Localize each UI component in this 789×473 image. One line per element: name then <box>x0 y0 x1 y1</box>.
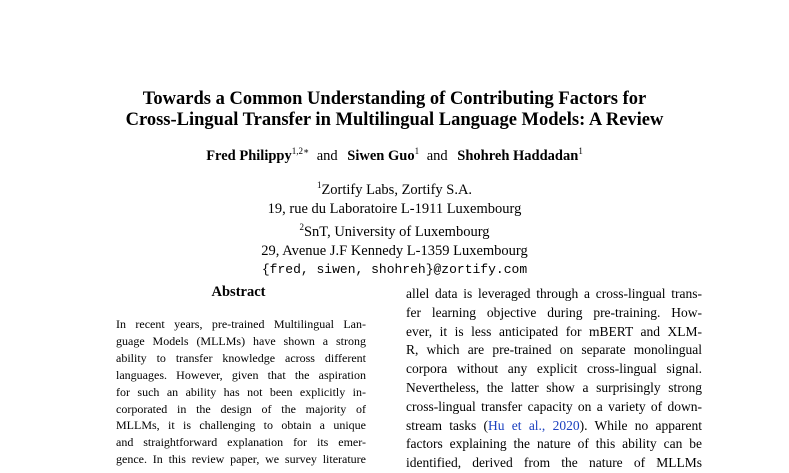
author-name: Shohreh Haddadan <box>457 148 579 164</box>
author-separator: and <box>316 148 338 164</box>
abstract-heading: Abstract <box>211 284 266 300</box>
citation-link[interactable]: Hu et al., 2020 <box>488 417 580 433</box>
title-line-1: Towards a Common Understanding of Contributing Factors for <box>142 89 647 109</box>
body-line: allel data is leveraged through a cross-lingual trans- <box>406 286 702 301</box>
body-line: R, which are pre-trained on separate monolingual <box>406 342 702 358</box>
affiliation-1-name <box>0 176 789 200</box>
body-line: ever, it is less anticipated for mBERT and XLM- <box>406 323 702 339</box>
affiliation-mark: 1 <box>316 180 322 190</box>
affiliation-mark: 1 <box>414 146 420 156</box>
abstract-line: gence. In this review paper, we survey literature <box>116 452 366 467</box>
abstract-line: ability to transfer knowledge across different <box>116 350 366 365</box>
author-name: Fred Philippy <box>206 148 292 164</box>
abstract-line: for such an ability has not been explicitly in- <box>116 384 366 399</box>
abstract-line: MLLMs, it is challenging to obtain a unique <box>116 418 366 433</box>
affiliation-2-address: 29, Avenue J.F Kennedy L-1359 Luxembourg <box>261 242 528 259</box>
author-list <box>0 142 789 165</box>
author-name: Siwen Guo <box>347 148 415 164</box>
abstract-line: corporated in the design of the majority of <box>116 401 366 416</box>
affiliation-2-name <box>0 218 789 242</box>
affiliation-mark: 2 <box>299 222 304 232</box>
author-separator: and <box>426 148 448 164</box>
body-line: corpora without any explicit cross-lingual signal. <box>406 361 702 377</box>
body-text-fragment: stream tasks ( <box>406 417 489 433</box>
abstract-line: and straightforward explanation for its emer- <box>116 435 366 450</box>
affiliations <box>0 176 789 280</box>
body-text-column <box>406 285 702 473</box>
body-line: Nevertheless, the latter show a surprisingly strong <box>406 379 702 395</box>
paper-title <box>0 89 789 131</box>
affiliation-text: SnT, University of Luxembourg <box>303 224 490 240</box>
title-line-2: Cross-Lingual Transfer in Multilingual Language Models: A Review <box>125 110 664 130</box>
body-line: cross-lingual transfer capacity on a variety of down- <box>406 398 702 414</box>
abstract-body <box>116 316 366 468</box>
affiliation-text: Zortify Labs, Zortify S.A. <box>321 182 473 198</box>
email-line <box>0 260 789 280</box>
body-line: factors explaining the nature of this ability can be <box>406 436 702 452</box>
abstract-line: guage Models (MLLMs) have shown a strong <box>116 333 366 348</box>
body-line: fer learning objective during pre-training. How- <box>406 304 702 320</box>
affiliation-mark: 1,2∗ <box>291 146 310 156</box>
author-email: {fred, siwen, shohreh}@zortify.com <box>261 262 528 277</box>
body-line: identified, derived from the nature of MLLMs <box>406 455 702 471</box>
affiliation-mark: 1 <box>578 146 583 156</box>
body-text-fragment: ). While no apparent <box>579 417 702 433</box>
body-line <box>406 417 702 436</box>
affiliation-1-address: 19, rue du Laboratoire L-1911 Luxembourg <box>267 200 522 217</box>
abstract-line: languages. However, given that the aspiration <box>116 367 366 382</box>
abstract-line: In recent years, pre-trained Multilingual Lan- <box>116 317 366 331</box>
